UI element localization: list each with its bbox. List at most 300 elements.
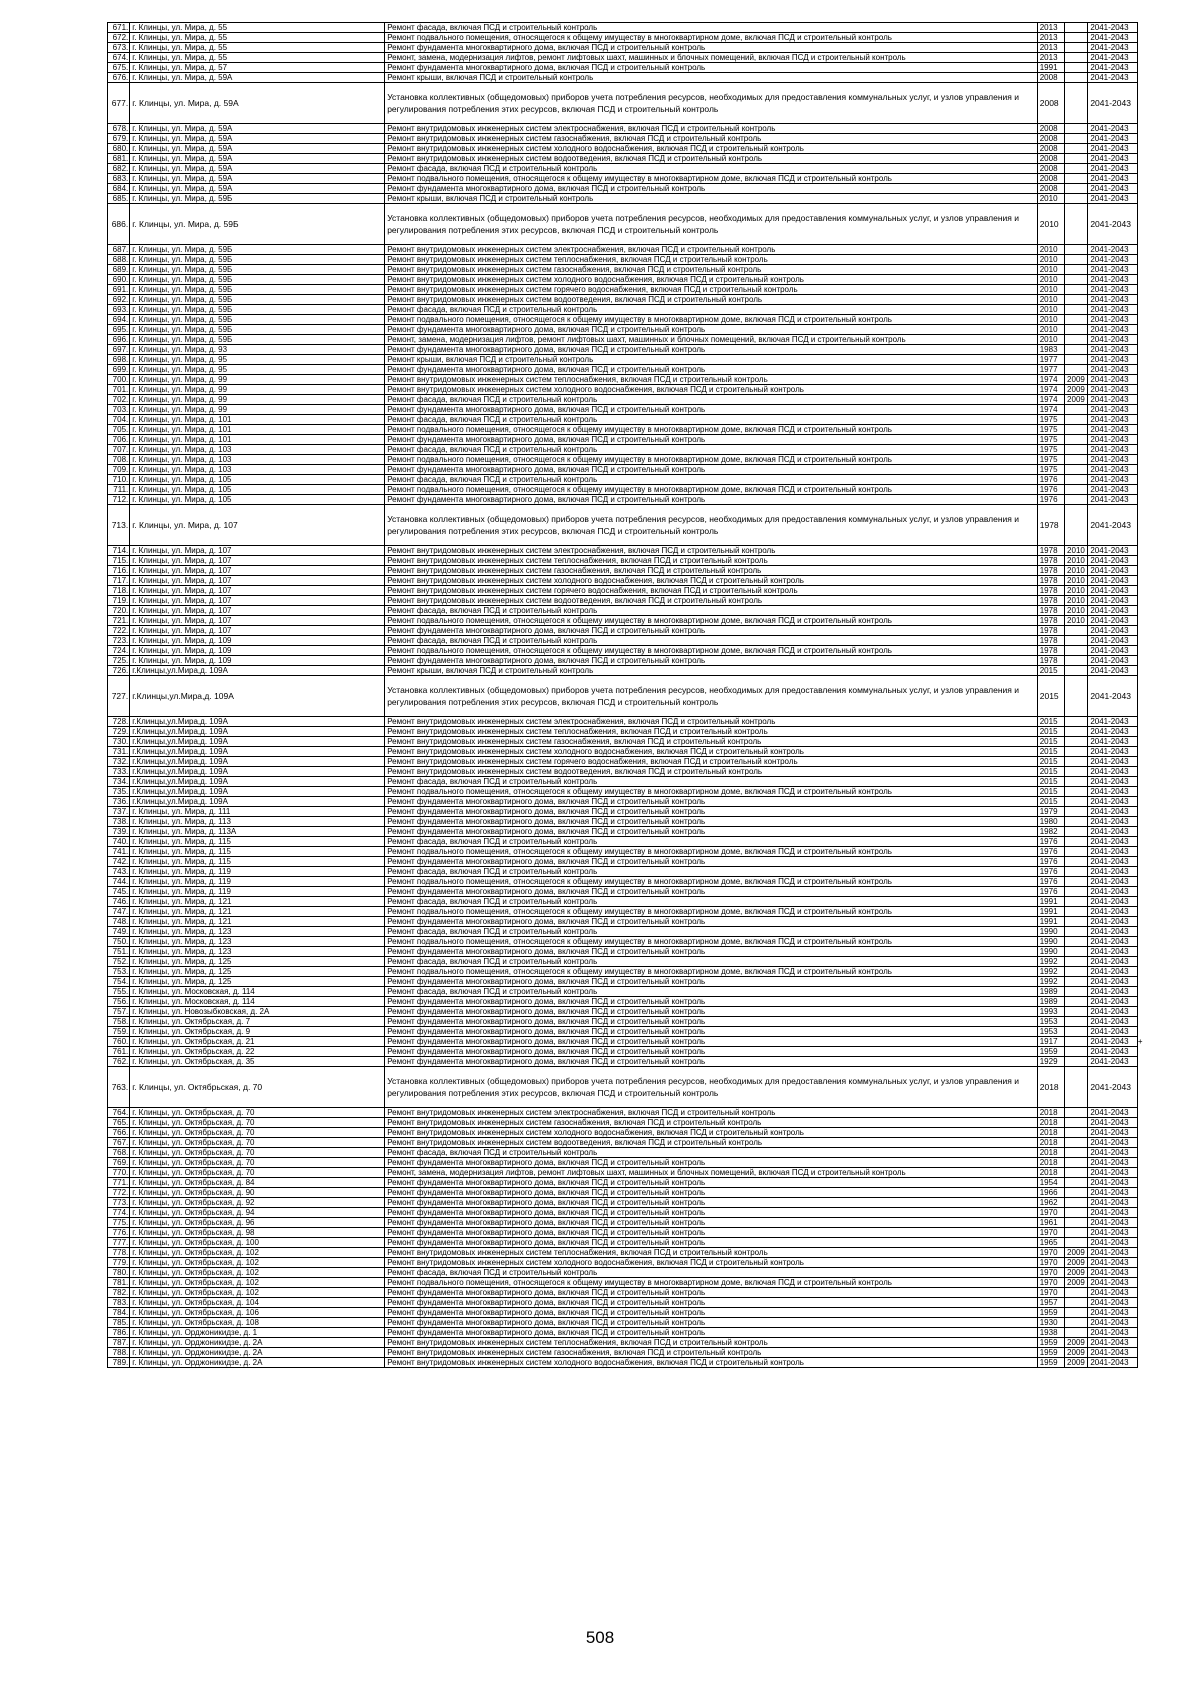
address-cell: г. Клинцы, ул. Мира, д. 57: [130, 63, 385, 73]
table-row: [108, 837, 1145, 847]
table-row: [108, 807, 1145, 817]
margin-mark: [1137, 1318, 1144, 1328]
last-repair-year-cell: 2009: [1065, 1248, 1088, 1258]
last-repair-year-cell: 2009: [1065, 385, 1088, 395]
address-cell: г. Клинцы, ул. Мира, д. 119: [130, 867, 385, 877]
address-cell: г. Клинцы, ул. Октябрьская, д. 98: [130, 1228, 385, 1238]
margin-mark: [1137, 546, 1144, 556]
margin-mark: [1137, 144, 1144, 154]
last-repair-year-cell: [1065, 53, 1088, 63]
table-row: [108, 867, 1145, 877]
planned-period-cell: 2041-2043: [1088, 1158, 1138, 1168]
work-type-cell: Ремонт фундамента многоквартирного дома, включая ПСД и строительный контроль: [385, 1328, 1038, 1338]
address-cell: г. Клинцы, ул. Московская, д. 114: [130, 987, 385, 997]
work-type-cell: Ремонт фундамента многоквартирного дома, включая ПСД и строительный контроль: [385, 997, 1038, 1007]
table-row: [108, 1067, 1145, 1108]
last-repair-year-cell: [1065, 1168, 1088, 1178]
table-row: [108, 977, 1145, 987]
last-repair-year-cell: [1065, 757, 1088, 767]
planned-period-cell: 2041-2043: [1088, 847, 1138, 857]
table-row: [108, 335, 1145, 345]
last-repair-year-cell: [1065, 73, 1088, 83]
planned-period-cell: 2041-2043: [1088, 134, 1138, 144]
address-cell: г. Клинцы, ул. Мира, д. 59А: [130, 83, 385, 124]
row-number: 732.: [108, 757, 130, 767]
table-row: [108, 957, 1145, 967]
row-number: 789.: [108, 1358, 130, 1368]
table-row: [108, 495, 1145, 505]
built-year-cell: 2008: [1037, 144, 1064, 154]
planned-period-cell: 2041-2043: [1088, 576, 1138, 586]
last-repair-year-cell: [1065, 1138, 1088, 1148]
row-number: 725.: [108, 656, 130, 666]
address-cell: г. Клинцы, ул. Октябрьская, д. 35: [130, 1057, 385, 1067]
planned-period-cell: 2041-2043: [1088, 646, 1138, 656]
table-row: [108, 757, 1145, 767]
built-year-cell: 1974: [1037, 385, 1064, 395]
last-repair-year-cell: [1065, 957, 1088, 967]
work-type-cell: Ремонт внутридомовых инженерных систем водоотведения, включая ПСД и строительный контроль: [385, 154, 1038, 164]
table-row: [108, 305, 1145, 315]
built-year-cell: 1965: [1037, 1238, 1064, 1248]
work-type-cell: Ремонт фундамента многоквартирного дома, включая ПСД и строительный контроль: [385, 1037, 1038, 1047]
table-row: [108, 1027, 1145, 1037]
built-year-cell: 1980: [1037, 817, 1064, 827]
row-number: 758.: [108, 1017, 130, 1027]
planned-period-cell: 2041-2043: [1088, 415, 1138, 425]
work-type-cell: Ремонт фундамента многоквартирного дома, включая ПСД и строительный контроль: [385, 435, 1038, 445]
built-year-cell: 1976: [1037, 887, 1064, 897]
planned-period-cell: 2041-2043: [1088, 275, 1138, 285]
planned-period-cell: 2041-2043: [1088, 727, 1138, 737]
work-type-cell: Ремонт фасада, включая ПСД и строительный контроль: [385, 415, 1038, 425]
work-type-cell: Ремонт внутридомовых инженерных систем газоснабжения, включая ПСД и строительный контроль: [385, 265, 1038, 275]
work-type-cell: Ремонт внутридомовых инженерных систем холодного водоснабжения, включая ПСД и строительный контроль: [385, 385, 1038, 395]
margin-mark: [1137, 757, 1144, 767]
margin-mark: [1137, 1208, 1144, 1218]
built-year-cell: 1975: [1037, 465, 1064, 475]
address-cell: г. Клинцы, ул. Октябрьская, д. 102: [130, 1258, 385, 1268]
work-type-cell: Ремонт фундамента многоквартирного дома, включая ПСД и строительный контроль: [385, 405, 1038, 415]
row-number: 702.: [108, 395, 130, 405]
row-number: 776.: [108, 1228, 130, 1238]
planned-period-cell: 2041-2043: [1088, 1007, 1138, 1017]
planned-period-cell: 2041-2043: [1088, 285, 1138, 295]
last-repair-year-cell: [1065, 1027, 1088, 1037]
address-cell: г. Клинцы, ул. Октябрьская, д. 92: [130, 1198, 385, 1208]
row-number: 716.: [108, 566, 130, 576]
last-repair-year-cell: [1065, 295, 1088, 305]
address-cell: г. Клинцы, ул. Мира, д. 123: [130, 927, 385, 937]
row-number: 779.: [108, 1258, 130, 1268]
planned-period-cell: 2041-2043: [1088, 194, 1138, 204]
margin-mark: [1137, 255, 1144, 265]
row-number: 764.: [108, 1108, 130, 1118]
work-type-cell: Ремонт фасада, включая ПСД и строительный контроль: [385, 867, 1038, 877]
address-cell: г. Клинцы, ул. Мира, д. 59Б: [130, 255, 385, 265]
table-row: [108, 606, 1145, 616]
row-number: 700.: [108, 375, 130, 385]
margin-mark: [1137, 927, 1144, 937]
last-repair-year-cell: [1065, 174, 1088, 184]
row-number: 756.: [108, 997, 130, 1007]
margin-mark: [1137, 787, 1144, 797]
work-type-cell: Ремонт крыши, включая ПСД и строительный контроль: [385, 73, 1038, 83]
margin-mark: [1137, 245, 1144, 255]
margin-mark: [1137, 465, 1144, 475]
margin-mark: [1137, 636, 1144, 646]
last-repair-year-cell: [1065, 626, 1088, 636]
work-type-cell: Ремонт внутридомовых инженерных систем электроснабжения, включая ПСД и строительный контроль: [385, 245, 1038, 255]
table-body: [108, 23, 1145, 1368]
margin-mark: [1137, 485, 1144, 495]
address-cell: г. Клинцы, ул. Октябрьская, д. 70: [130, 1067, 385, 1108]
last-repair-year-cell: [1065, 365, 1088, 375]
planned-period-cell: 2041-2043: [1088, 1057, 1138, 1067]
margin-mark: [1137, 977, 1144, 987]
address-cell: г. Клинцы, ул. Мира, д. 125: [130, 977, 385, 987]
margin-mark: [1137, 1168, 1144, 1178]
margin-mark: [1137, 626, 1144, 636]
work-type-cell: Ремонт фасада, включая ПСД и строительный контроль: [385, 606, 1038, 616]
address-cell: г. Клинцы, ул. Мира, д. 55: [130, 23, 385, 33]
last-repair-year-cell: [1065, 927, 1088, 937]
last-repair-year-cell: [1065, 1037, 1088, 1047]
table-row: [108, 927, 1145, 937]
table-row: [108, 345, 1145, 355]
margin-mark: [1137, 1067, 1144, 1108]
work-type-cell: Ремонт подвального помещения, относящегося к общему имуществу в многоквартирном доме, включая ПСД и строительный контроль: [385, 646, 1038, 656]
planned-period-cell: 2041-2043: [1088, 676, 1138, 717]
last-repair-year-cell: [1065, 1108, 1088, 1118]
built-year-cell: 1978: [1037, 606, 1064, 616]
table-row: [108, 1278, 1145, 1288]
row-number: 686.: [108, 204, 130, 245]
table-row: [108, 1158, 1145, 1168]
address-cell: г.Клинцы,ул.Мира,д. 109А: [130, 797, 385, 807]
table-row: [108, 405, 1145, 415]
last-repair-year-cell: [1065, 445, 1088, 455]
built-year-cell: 1991: [1037, 897, 1064, 907]
table-row: [108, 877, 1145, 887]
work-type-cell: Ремонт фундамента многоквартирного дома, включая ПСД и строительный контроль: [385, 797, 1038, 807]
planned-period-cell: 2041-2043: [1088, 787, 1138, 797]
margin-mark: [1137, 315, 1144, 325]
planned-period-cell: 2041-2043: [1088, 897, 1138, 907]
table-row: [108, 325, 1145, 335]
built-year-cell: 2008: [1037, 184, 1064, 194]
planned-period-cell: 2041-2043: [1088, 987, 1138, 997]
planned-period-cell: 2041-2043: [1088, 375, 1138, 385]
planned-period-cell: 2041-2043: [1088, 505, 1138, 546]
built-year-cell: 1977: [1037, 365, 1064, 375]
address-cell: г. Клинцы, ул. Октябрьская, д. 22: [130, 1047, 385, 1057]
margin-mark: [1137, 847, 1144, 857]
work-type-cell: Ремонт подвального помещения, относящегося к общему имуществу в многоквартирном доме, включая ПСД и строительный контроль: [385, 425, 1038, 435]
address-cell: г. Клинцы, ул. Мира, д. 109: [130, 636, 385, 646]
address-cell: г. Клинцы, ул. Мира, д. 105: [130, 495, 385, 505]
margin-mark: [1137, 937, 1144, 947]
work-type-cell: Ремонт фундамента многоквартирного дома, включая ПСД и строительный контроль: [385, 495, 1038, 505]
work-type-cell: Ремонт подвального помещения, относящегося к общему имуществу в многоквартирном доме, включая ПСД и строительный контроль: [385, 877, 1038, 887]
planned-period-cell: 2041-2043: [1088, 63, 1138, 73]
row-number: 743.: [108, 867, 130, 877]
built-year-cell: 2015: [1037, 757, 1064, 767]
table-row: [108, 295, 1145, 305]
row-number: 773.: [108, 1198, 130, 1208]
last-repair-year-cell: [1065, 63, 1088, 73]
built-year-cell: 2018: [1037, 1138, 1064, 1148]
address-cell: г. Клинцы, ул. Мира, д. 55: [130, 43, 385, 53]
work-type-cell: Ремонт внутридомовых инженерных систем теплоснабжения, включая ПСД и строительный контроль: [385, 255, 1038, 265]
address-cell: г. Клинцы, ул. Мира, д. 59Б: [130, 305, 385, 315]
planned-period-cell: 2041-2043: [1088, 636, 1138, 646]
planned-period-cell: 2041-2043: [1088, 1017, 1138, 1027]
built-year-cell: 2010: [1037, 245, 1064, 255]
margin-mark: [1137, 295, 1144, 305]
table-row: [108, 1358, 1145, 1368]
address-cell: г.Клинцы,ул.Мира,д. 109А: [130, 666, 385, 676]
built-year-cell: 1970: [1037, 1228, 1064, 1238]
built-year-cell: 2010: [1037, 204, 1064, 245]
row-number: 712.: [108, 495, 130, 505]
planned-period-cell: 2041-2043: [1088, 1338, 1138, 1348]
row-number: 673.: [108, 43, 130, 53]
work-type-cell: Ремонт фундамента многоквартирного дома, включая ПСД и строительный контроль: [385, 1318, 1038, 1328]
work-type-cell: Ремонт подвального помещения, относящегося к общему имуществу в многоквартирном доме, включая ПСД и строительный контроль: [385, 967, 1038, 977]
built-year-cell: 2010: [1037, 295, 1064, 305]
work-type-cell: Установка коллективных (общедомовых) приборов учета потребления ресурсов, необходимых для предоставления коммунальных услуг, и узлов управления и регулирования потребления этих ресурсов, включая ПСД и строительный контроль: [385, 676, 1038, 717]
built-year-cell: 1970: [1037, 1268, 1064, 1278]
row-number: 715.: [108, 556, 130, 566]
table-row: [108, 1138, 1145, 1148]
built-year-cell: 1976: [1037, 857, 1064, 867]
last-repair-year-cell: 2010: [1065, 546, 1088, 556]
address-cell: г. Клинцы, ул. Октябрьская, д. 70: [130, 1118, 385, 1128]
page-number: 508: [585, 1628, 615, 1647]
address-cell: г. Клинцы, ул. Октябрьская, д. 70: [130, 1148, 385, 1158]
table-row: [108, 275, 1145, 285]
row-number: 684.: [108, 184, 130, 194]
work-type-cell: Ремонт фундамента многоквартирного дома, включая ПСД и строительный контроль: [385, 827, 1038, 837]
margin-mark: [1137, 987, 1144, 997]
table-row: [108, 1218, 1145, 1228]
planned-period-cell: 2041-2043: [1088, 204, 1138, 245]
table-row: [108, 1308, 1145, 1318]
built-year-cell: 1974: [1037, 405, 1064, 415]
margin-mark: [1137, 666, 1144, 676]
planned-period-cell: 2041-2043: [1088, 957, 1138, 967]
table-row: [108, 23, 1145, 33]
margin-mark: [1137, 777, 1144, 787]
planned-period-cell: 2041-2043: [1088, 485, 1138, 495]
built-year-cell: 2013: [1037, 23, 1064, 33]
row-number: 677.: [108, 83, 130, 124]
last-repair-year-cell: [1065, 154, 1088, 164]
margin-mark: [1137, 656, 1144, 666]
planned-period-cell: 2041-2043: [1088, 967, 1138, 977]
table-row: [108, 1258, 1145, 1268]
last-repair-year-cell: [1065, 807, 1088, 817]
last-repair-year-cell: [1065, 83, 1088, 124]
margin-mark: [1137, 1057, 1144, 1067]
row-number: 753.: [108, 967, 130, 977]
row-number: 722.: [108, 626, 130, 636]
address-cell: г. Клинцы, ул. Мира, д. 105: [130, 475, 385, 485]
planned-period-cell: 2041-2043: [1088, 566, 1138, 576]
address-cell: г. Клинцы, ул. Московская, д. 114: [130, 997, 385, 1007]
row-number: 720.: [108, 606, 130, 616]
built-year-cell: 2008: [1037, 83, 1064, 124]
planned-period-cell: 2041-2043: [1088, 656, 1138, 666]
table-row: [108, 1168, 1145, 1178]
last-repair-year-cell: [1065, 1128, 1088, 1138]
table-row: [108, 1338, 1145, 1348]
planned-period-cell: 2041-2043: [1088, 1108, 1138, 1118]
table-row: [108, 1128, 1145, 1138]
row-number: 747.: [108, 907, 130, 917]
planned-period-cell: 2041-2043: [1088, 977, 1138, 987]
last-repair-year-cell: 2009: [1065, 1278, 1088, 1288]
work-type-cell: Ремонт внутридомовых инженерных систем горячего водоснабжения, включая ПСД и строительный контроль: [385, 586, 1038, 596]
address-cell: г. Клинцы, ул. Орджоникидзе, д. 1: [130, 1328, 385, 1338]
margin-mark: [1137, 1027, 1144, 1037]
work-type-cell: Ремонт фасада, включая ПСД и строительный контроль: [385, 897, 1038, 907]
row-number: 737.: [108, 807, 130, 817]
planned-period-cell: 2041-2043: [1088, 1208, 1138, 1218]
row-number: 726.: [108, 666, 130, 676]
work-type-cell: Ремонт фундамента многоквартирного дома, включая ПСД и строительный контроль: [385, 1218, 1038, 1228]
last-repair-year-cell: [1065, 245, 1088, 255]
last-repair-year-cell: [1065, 827, 1088, 837]
row-number: 780.: [108, 1268, 130, 1278]
margin-mark: [1137, 827, 1144, 837]
margin-mark: [1137, 1238, 1144, 1248]
work-type-cell: Ремонт фундамента многоквартирного дома, включая ПСД и строительный контроль: [385, 857, 1038, 867]
work-type-cell: Ремонт фасада, включая ПСД и строительный контроль: [385, 957, 1038, 967]
margin-mark: [1137, 23, 1144, 33]
last-repair-year-cell: [1065, 33, 1088, 43]
table-row: [108, 415, 1145, 425]
margin-mark: [1137, 646, 1144, 656]
margin-mark: [1137, 285, 1144, 295]
table-row: [108, 1017, 1145, 1027]
margin-mark: [1137, 305, 1144, 315]
address-cell: г. Клинцы, ул. Мира, д. 123: [130, 937, 385, 947]
last-repair-year-cell: 2010: [1065, 566, 1088, 576]
built-year-cell: 2015: [1037, 777, 1064, 787]
table-row: [108, 847, 1145, 857]
last-repair-year-cell: [1065, 204, 1088, 245]
address-cell: г. Клинцы, ул. Мира, д. 95: [130, 365, 385, 375]
table-row: [108, 857, 1145, 867]
row-number: 689.: [108, 265, 130, 275]
address-cell: г. Клинцы, ул. Октябрьская, д. 100: [130, 1238, 385, 1248]
last-repair-year-cell: [1065, 1238, 1088, 1248]
work-type-cell: Ремонт фундамента многоквартирного дома, включая ПСД и строительный контроль: [385, 977, 1038, 987]
address-cell: г.Клинцы,ул.Мира,д. 109А: [130, 676, 385, 717]
table-row: [108, 1007, 1145, 1017]
built-year-cell: 1974: [1037, 375, 1064, 385]
built-year-cell: 1978: [1037, 546, 1064, 556]
built-year-cell: 1975: [1037, 425, 1064, 435]
work-type-cell: Ремонт подвального помещения, относящегося к общему имуществу в многоквартирном доме, включая ПСД и строительный контроль: [385, 937, 1038, 947]
built-year-cell: 1957: [1037, 1298, 1064, 1308]
margin-mark: [1137, 1278, 1144, 1288]
planned-period-cell: 2041-2043: [1088, 747, 1138, 757]
margin-mark: [1137, 505, 1144, 546]
table-row: [108, 817, 1145, 827]
planned-period-cell: 2041-2043: [1088, 325, 1138, 335]
work-type-cell: Ремонт фундамента многоквартирного дома, включая ПСД и строительный контроль: [385, 1017, 1038, 1027]
planned-period-cell: 2041-2043: [1088, 927, 1138, 937]
work-type-cell: Ремонт фундамента многоквартирного дома, включая ПСД и строительный контроль: [385, 63, 1038, 73]
table-row: [108, 596, 1145, 606]
built-year-cell: 1991: [1037, 63, 1064, 73]
table-row: [108, 475, 1145, 485]
address-cell: г.Клинцы,ул.Мира,д. 109А: [130, 717, 385, 727]
built-year-cell: 1970: [1037, 1288, 1064, 1298]
row-number: 693.: [108, 305, 130, 315]
address-cell: г. Клинцы, ул. Мира, д. 103: [130, 455, 385, 465]
last-repair-year-cell: [1065, 1328, 1088, 1338]
row-number: 671.: [108, 23, 130, 33]
margin-mark: [1137, 1188, 1144, 1198]
planned-period-cell: 2041-2043: [1088, 1238, 1138, 1248]
last-repair-year-cell: [1065, 867, 1088, 877]
planned-period-cell: 2041-2043: [1088, 345, 1138, 355]
table-row: [108, 485, 1145, 495]
table-row: [108, 365, 1145, 375]
row-number: 718.: [108, 586, 130, 596]
address-cell: г. Клинцы, ул. Мира, д. 95: [130, 355, 385, 365]
built-year-cell: 1975: [1037, 455, 1064, 465]
margin-mark: [1137, 1298, 1144, 1308]
built-year-cell: 2015: [1037, 666, 1064, 676]
built-year-cell: 2013: [1037, 43, 1064, 53]
table-row: [108, 455, 1145, 465]
address-cell: г. Клинцы, ул. Новозыбковская, д. 2А: [130, 1007, 385, 1017]
planned-period-cell: 2041-2043: [1088, 33, 1138, 43]
row-number: 750.: [108, 937, 130, 947]
address-cell: г. Клинцы, ул. Мира, д. 59Б: [130, 245, 385, 255]
table-row: [108, 355, 1145, 365]
planned-period-cell: 2041-2043: [1088, 827, 1138, 837]
built-year-cell: 1990: [1037, 927, 1064, 937]
address-cell: г. Клинцы, ул. Октябрьская, д. 7: [130, 1017, 385, 1027]
margin-mark: [1137, 1198, 1144, 1208]
margin-mark: [1137, 1178, 1144, 1188]
table-row: [108, 797, 1145, 807]
work-type-cell: Ремонт подвального помещения, относящегося к общему имуществу в многоквартирном доме, включая ПСД и строительный контроль: [385, 455, 1038, 465]
row-number: 762.: [108, 1057, 130, 1067]
last-repair-year-cell: [1065, 1047, 1088, 1057]
table-row: [108, 505, 1145, 546]
work-type-cell: Установка коллективных (общедомовых) приборов учета потребления ресурсов, необходимых для предоставления коммунальных услуг, и узлов управления и регулирования потребления этих ресурсов, включая ПСД и строительный контроль: [385, 83, 1038, 124]
address-cell: г. Клинцы, ул. Мира, д. 123: [130, 947, 385, 957]
last-repair-year-cell: [1065, 1288, 1088, 1298]
built-year-cell: 1978: [1037, 576, 1064, 586]
margin-mark: [1137, 63, 1144, 73]
last-repair-year-cell: [1065, 987, 1088, 997]
planned-period-cell: 2041-2043: [1088, 586, 1138, 596]
margin-mark: [1137, 184, 1144, 194]
last-repair-year-cell: [1065, 1178, 1088, 1188]
address-cell: г. Клинцы, ул. Октябрьская, д. 106: [130, 1308, 385, 1318]
last-repair-year-cell: [1065, 495, 1088, 505]
planned-period-cell: 2041-2043: [1088, 546, 1138, 556]
work-type-cell: Ремонт фундамента многоквартирного дома, включая ПСД и строительный контроль: [385, 1298, 1038, 1308]
